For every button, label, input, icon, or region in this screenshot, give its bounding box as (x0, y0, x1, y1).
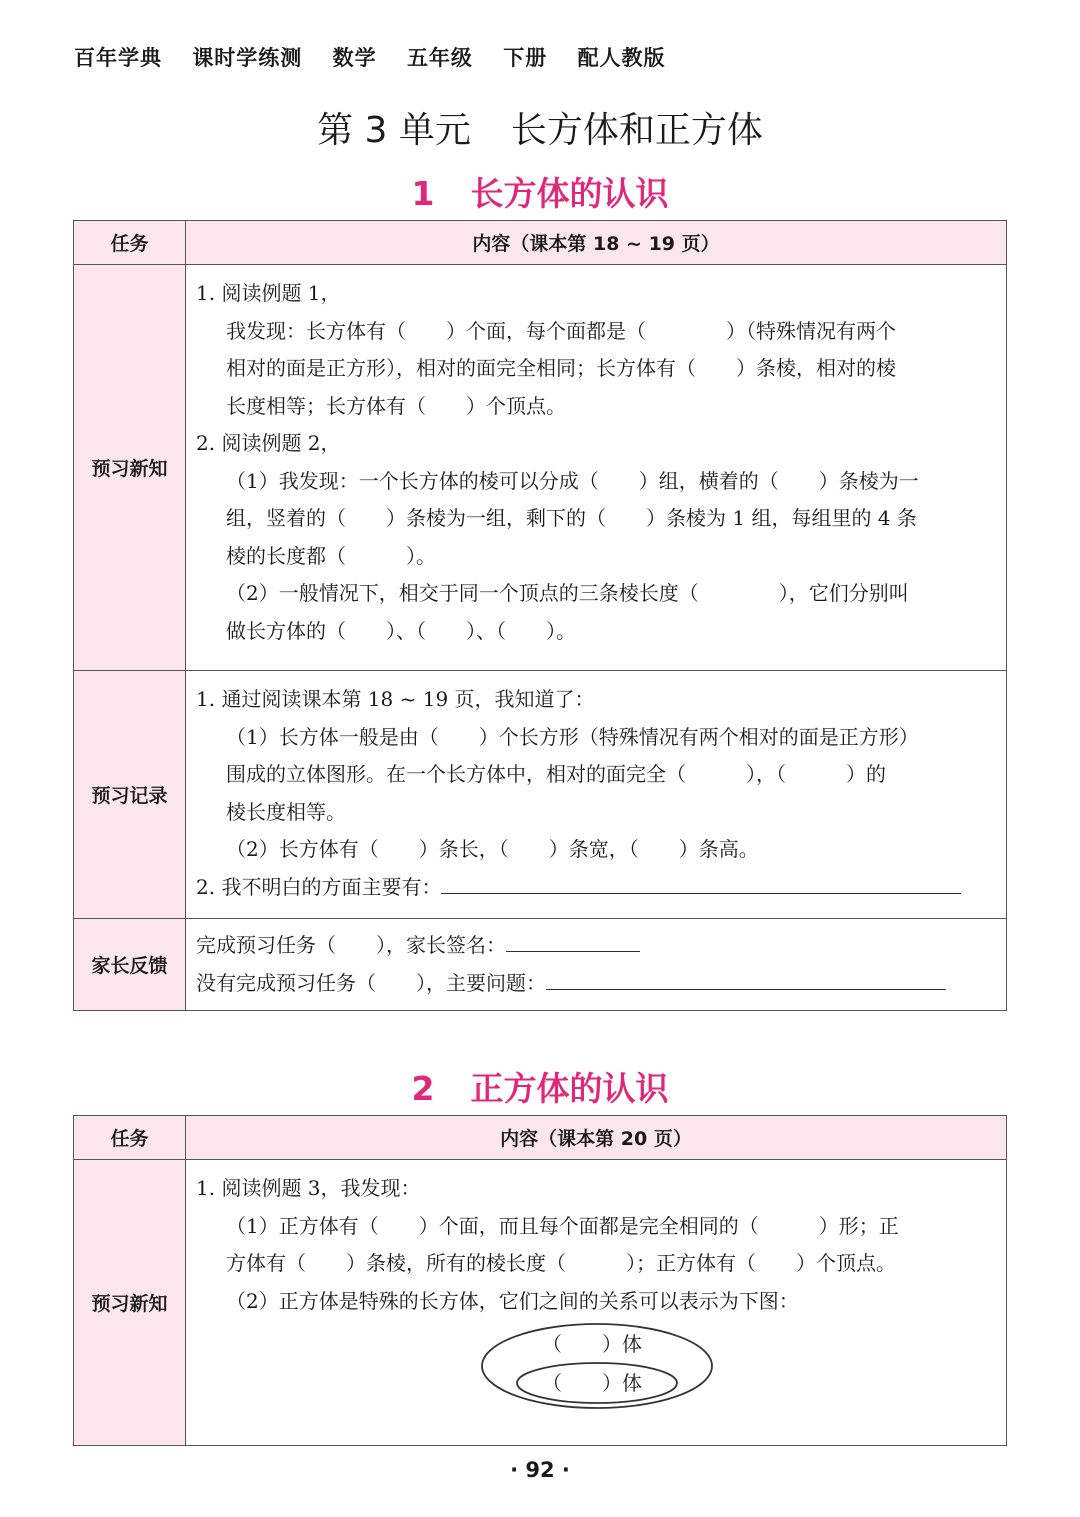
col-content-header: 内容（课本第 20 页） (186, 1116, 1007, 1160)
problem-line[interactable] (546, 965, 946, 990)
preview-line: 做长方体的（ ）、（ ）、（ ）。 (226, 618, 576, 643)
preview-line: （1）我发现：一个长方体的棱可以分成（ ）组，横着的（ ）条棱为一 (226, 468, 919, 493)
preview-line: 1. 阅读例题 1， (196, 281, 341, 305)
inner-label: （ ）体 (542, 1371, 642, 1395)
record-content (186, 671, 1007, 919)
row-preview (74, 265, 1007, 671)
section2-title (0, 1063, 1080, 1110)
section2-title-text: 正方体的认识 (470, 1069, 669, 1108)
preview-line: （1）正方体有（ ）个面，而且每个面都是完全相同的（ ）形；正 (226, 1213, 899, 1238)
table-header-row (74, 221, 1007, 265)
row-label-preview: 预习新知 (74, 265, 186, 671)
section1-table (73, 220, 1007, 1011)
outer-label: （ ）体 (542, 1332, 642, 1356)
preview-line: 组，竖着的（ ）条棱为一组，剩下的（ ）条棱为 1 组，每组里的 4 条 (226, 506, 917, 530)
header-book: 百年学典 (74, 46, 162, 70)
header-volume: 下册 (503, 46, 548, 70)
parent-complete-label: 完成预习任务（ ），家长签名： (196, 933, 506, 957)
row-label-preview: 预习新知 (74, 1160, 186, 1446)
header-edition: 配人教版 (577, 46, 666, 70)
preview-line: 长度相等；长方体有（ ）个顶点。 (226, 393, 566, 418)
book-header (74, 42, 688, 72)
unit-name: 长方体和正方体 (510, 110, 763, 151)
unit-title (0, 102, 1080, 153)
header-subject: 数学 (332, 46, 377, 70)
preview-line: （2）一般情况下，相交于同一个顶点的三条棱长度（ ），它们分别叫 (226, 581, 909, 605)
question-line (196, 869, 996, 907)
parent-content (186, 919, 1007, 1011)
preview-line: 相对的面是正方形），相对的面完全相同；长方体有（ ）条棱，相对的棱 (226, 356, 896, 380)
unit-number: 第 3 单元 (317, 110, 471, 151)
parent-line-1 (196, 927, 996, 965)
signature-line[interactable] (506, 927, 640, 952)
relationship-diagram (480, 1322, 720, 1412)
preview-line: 我发现：长方体有（ ）个面，每个面都是（ ）（特殊情况有两个 (226, 318, 896, 343)
question-label: 2. 我不明白的方面主要有： (196, 874, 442, 899)
preview-content (186, 265, 1007, 671)
header-grade: 五年级 (406, 46, 473, 70)
preview-line: 棱的长度都（ ）。 (226, 543, 436, 568)
record-line: 1. 通过阅读课本第 18 ~ 19 页，我知道了： (196, 687, 595, 711)
col-task-header: 任务 (74, 221, 186, 265)
question-answer-line[interactable] (441, 869, 961, 894)
row-preview (74, 1160, 1007, 1446)
header-series: 课时学练测 (192, 46, 303, 70)
preview-line: 方体有（ ）条棱，所有的棱长度（ ）；正方体有（ ）个顶点。 (226, 1251, 896, 1275)
row-parent (74, 919, 1007, 1011)
parent-line-2 (196, 965, 996, 1003)
row-record (74, 671, 1007, 919)
page-number: · 92 · (510, 1458, 570, 1482)
preview-line: 1. 阅读例题 3，我发现： (196, 1176, 421, 1200)
col-content-header: 内容（课本第 18 ~ 19 页） (186, 221, 1007, 265)
table-header-row (74, 1116, 1007, 1160)
record-line: （1）长方体一般是由（ ）个长方形（特殊情况有两个相对的面是正方形） (226, 724, 919, 749)
parent-incomplete-label: 没有完成预习任务（ ），主要问题： (196, 970, 546, 995)
record-line: （2）长方体有（ ）条长，（ ）条宽，（ ）条高。 (226, 837, 759, 861)
row-label-record: 预习记录 (74, 671, 186, 919)
preview-line: 2. 阅读例题 2， (196, 431, 341, 455)
row-label-parent: 家长反馈 (74, 919, 186, 1011)
section1-title-text: 长方体的认识 (470, 174, 669, 213)
record-line: 围成的立体图形。在一个长方体中，相对的面完全（ ），（ ）的 (226, 762, 886, 786)
col-task-header: 任务 (74, 1116, 186, 1160)
record-line: 棱长度相等。 (226, 799, 346, 824)
section2-table (73, 1115, 1007, 1446)
preview-line: （2）正方体是特殊的长方体，它们之间的关系可以表示为下图： (226, 1288, 799, 1313)
section2-number: 2 (411, 1069, 435, 1108)
preview-content (186, 1160, 1007, 1446)
section1-title (0, 168, 1080, 215)
section1-number: 1 (411, 174, 435, 213)
